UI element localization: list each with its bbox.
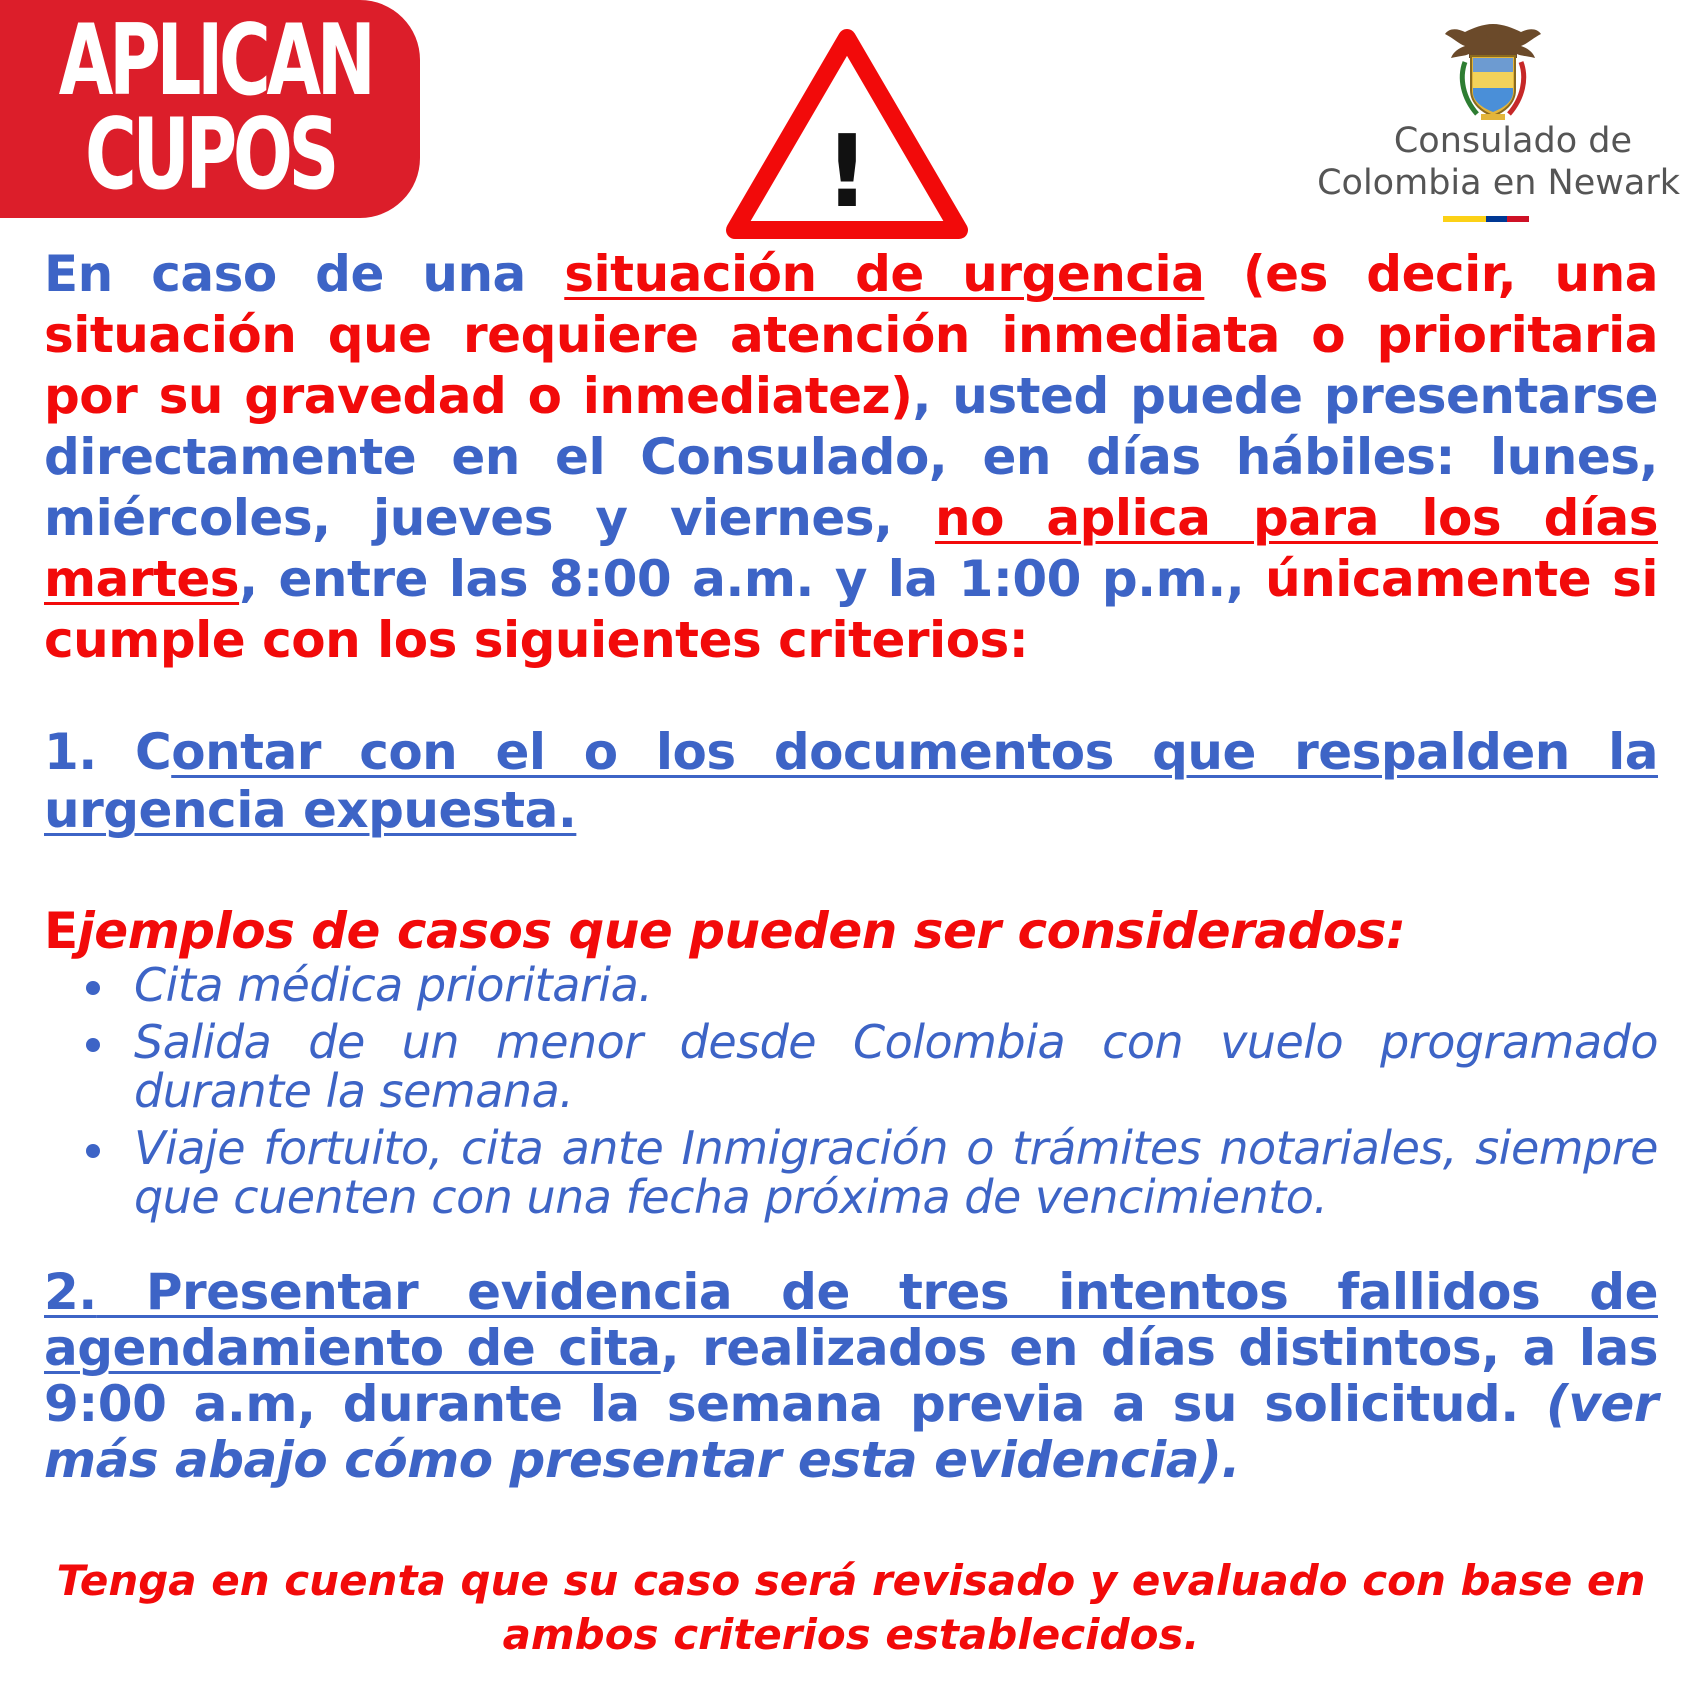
closing-note	[44, 1554, 1658, 1662]
tuesday-exclusion: no aplica para los días martes	[44, 489, 1659, 608]
examples-list	[44, 958, 1658, 1224]
colombia-flag-bar	[1443, 216, 1529, 222]
closing-note-line-1: Tenga en cuenta que su caso será revisado y evaluado con base en	[56, 1556, 1646, 1605]
main-content	[44, 244, 1658, 1488]
banner-text	[58, 4, 372, 212]
criterion-2-heading: Presentar evidencia de tres intentos fallidos de agendamiento de cita	[44, 1263, 1658, 1377]
criterion-2-note: (ver más abajo cómo presentar esta evidencia).	[44, 1375, 1658, 1489]
criterion-2-text: , realizados en días distintos, a las 9:00 a.m, durante la semana previa a su solicitud.	[44, 1319, 1658, 1433]
list-item: Salida de un menor desde Colombia con vuelo programado durante la semana.	[134, 1015, 1658, 1118]
examples-title	[44, 901, 1658, 961]
intro-lead: En caso de una	[44, 245, 565, 303]
banner-line-1: APLICAN	[58, 4, 372, 118]
criteria-lead: únicamente si cumple con los siguientes criterios:	[44, 550, 1658, 669]
aplican-cupos-banner	[0, 0, 420, 218]
banner-line-2: CUPOS	[85, 98, 335, 212]
consulado-logo	[1280, 18, 1688, 230]
criterion-2-number: 2.	[44, 1263, 97, 1321]
logo-line-1: Consulado de	[1393, 121, 1632, 161]
exclamation-glyph: !	[824, 113, 870, 230]
examples-title-text: jemplos de casos que pueden ser considerados:	[77, 902, 1406, 960]
urgency-definition: (es decir, una situación que requiere atención inmediata o prioritaria por su gravedad o inmediatez)	[44, 245, 1658, 425]
criterion-1	[44, 723, 1658, 839]
closing-note-line-2: ambos criterios establecidos.	[502, 1610, 1200, 1659]
criterion-1-number: 1. C	[44, 723, 172, 781]
colombia-coat-of-arms-icon	[1443, 18, 1543, 123]
warning-triangle-icon	[722, 24, 972, 244]
list-item: Viaje fortuito, cita ante Inmigración o trámites notariales, siempre que cuenten con una fecha próxima de vencimiento.	[134, 1121, 1658, 1224]
urgency-term: situación de urgencia	[564, 245, 1205, 303]
examples-title-initial: E	[44, 902, 78, 960]
attendance-hours: , entre las 8:00 a.m. y la 1:00 p.m.,	[239, 550, 1266, 608]
attendance-days: , usted puede presentarse directamente en el Consulado, en días hábiles: lunes, miércoles, jueves y viernes,	[44, 367, 1658, 547]
logo-line-2: Colombia en Newark	[1317, 163, 1680, 203]
list-item: Cita médica prioritaria.	[134, 961, 1658, 1010]
intro-paragraph	[44, 244, 1658, 671]
criterion-1-text: ontar con el o los documentos que respalden la urgencia expuesta.	[44, 723, 1658, 839]
consulado-name	[1280, 120, 1680, 204]
criterion-2	[44, 1264, 1658, 1488]
